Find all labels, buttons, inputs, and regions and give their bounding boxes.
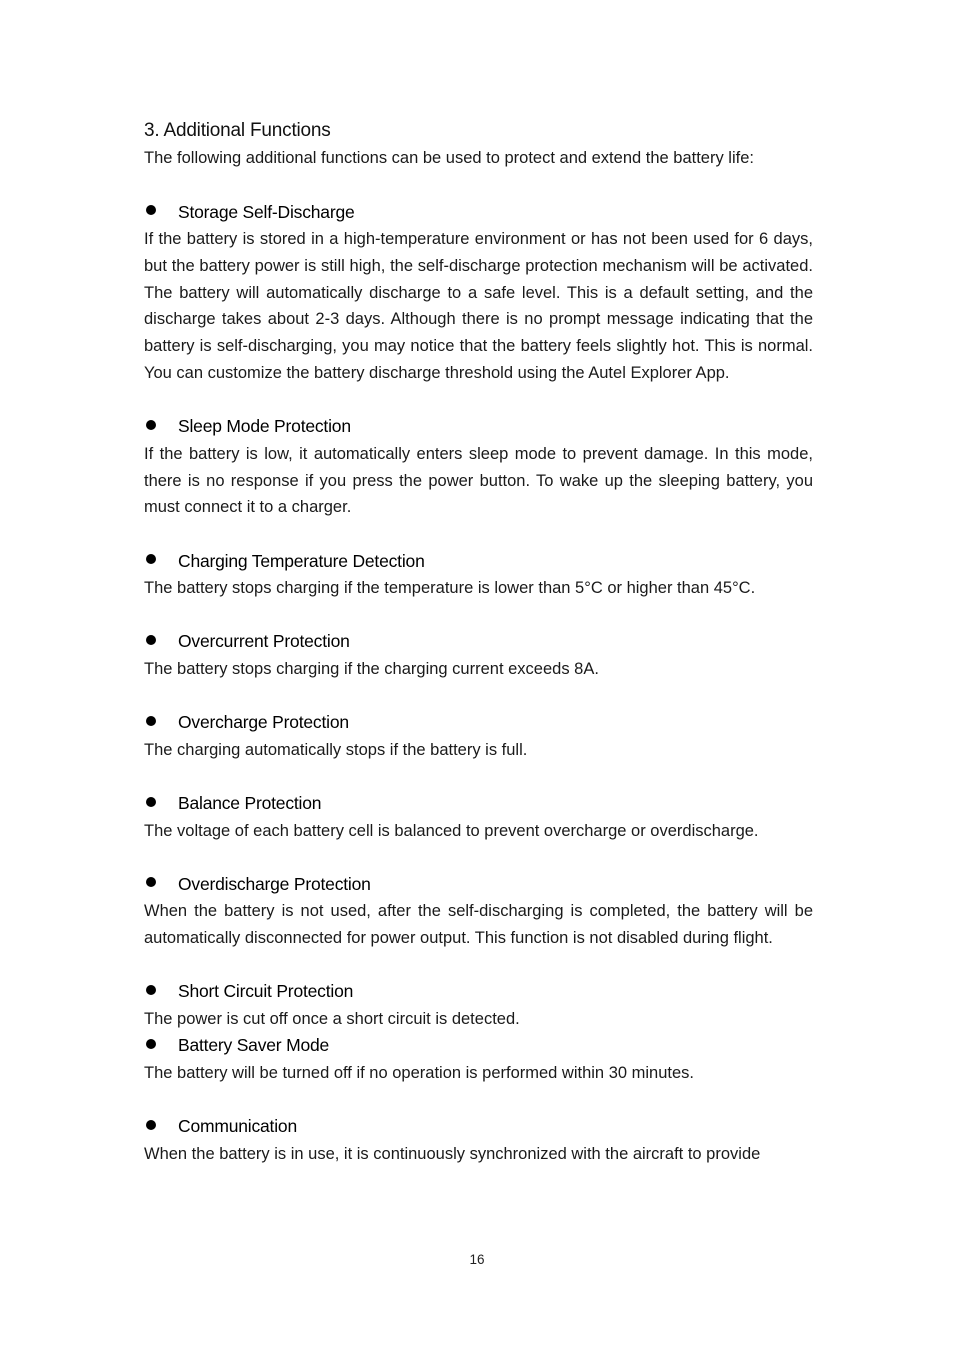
feature-sleep-mode-protection xyxy=(144,414,813,521)
feature-title: Overcharge Protection xyxy=(178,712,349,733)
feature-title: Short Circuit Protection xyxy=(178,981,354,1002)
feature-title: Battery Saver Mode xyxy=(178,1035,330,1056)
feature-description: If the battery is stored in a high-temperature environment or has not been used for 6 days, but the battery power is still high, the self-discharge protection mechanism will be activated. The battery will automatically discharge to a safe level. This is a default setting, and the discharge takes about 2-3 days. Although there is no prompt message indicating that the battery is self-discharging, you may notice that the battery feels slightly hot. This is normal. You can customize the battery discharge threshold using the Autel Explorer App. xyxy=(144,230,813,382)
page-number: 16 xyxy=(469,1252,485,1267)
feature-description: When the battery is in use, it is continuously synchronized with the aircraft to provide xyxy=(144,1144,761,1163)
feature-description: The battery will be turned off if no operation is performed within 30 minutes. xyxy=(144,1063,694,1082)
bullet-icon xyxy=(146,1120,156,1130)
bullet-icon xyxy=(146,877,156,887)
feature-balance-protection xyxy=(144,791,813,845)
feature-description: When the battery is not used, after the self-discharging is completed, the battery will be automatically disconnected for power output. This function is not disabled during flight. xyxy=(144,902,813,948)
bullet-icon xyxy=(146,205,156,215)
bullet-icon xyxy=(146,635,156,645)
feature-title: Overcurrent Protection xyxy=(178,631,350,652)
section-intro: The following additional functions can be used to protect and extend the battery life: xyxy=(144,149,754,167)
feature-list xyxy=(144,199,813,1167)
feature-description: The battery stops charging if the charging current exceeds 8A. xyxy=(144,659,599,678)
feature-title: Communication xyxy=(178,1116,297,1137)
bullet-icon xyxy=(146,554,156,564)
feature-overdischarge-protection xyxy=(144,871,813,952)
feature-description: If the battery is low, it automatically enters sleep mode to prevent damage. In this mode, there is no response if you press the power button. To wake up the sleeping battery, you must connect it to a charger. xyxy=(144,444,813,517)
feature-short-circuit-protection xyxy=(144,979,813,1033)
bullet-icon xyxy=(146,420,156,430)
feature-description: The voltage of each battery cell is balanced to prevent overcharge or overdischarge. xyxy=(144,821,759,840)
feature-description: The charging automatically stops if the battery is full. xyxy=(144,740,528,759)
bullet-icon xyxy=(146,797,156,807)
feature-description: The battery stops charging if the temperature is lower than 5°C or higher than 45°C. xyxy=(144,579,756,598)
bullet-icon xyxy=(146,1039,156,1049)
feature-title: Sleep Mode Protection xyxy=(178,416,351,437)
feature-title: Balance Protection xyxy=(178,793,322,814)
bullet-icon xyxy=(146,985,156,995)
feature-title: Overdischarge Protection xyxy=(178,873,371,894)
section-title: 3. Additional Functions xyxy=(144,120,331,141)
feature-charging-temperature-detection xyxy=(144,548,813,602)
feature-title: Charging Temperature Detection xyxy=(178,550,425,571)
feature-storage-self-discharge xyxy=(144,199,813,387)
feature-battery-saver-mode xyxy=(144,1033,813,1087)
bullet-icon xyxy=(146,716,156,726)
feature-communication xyxy=(144,1114,813,1168)
feature-overcharge-protection xyxy=(144,710,813,764)
feature-description: The power is cut off once a short circuit is detected. xyxy=(144,1009,520,1028)
feature-title: Storage Self-Discharge xyxy=(178,201,355,222)
feature-overcurrent-protection xyxy=(144,629,813,683)
document-page xyxy=(144,118,813,1167)
